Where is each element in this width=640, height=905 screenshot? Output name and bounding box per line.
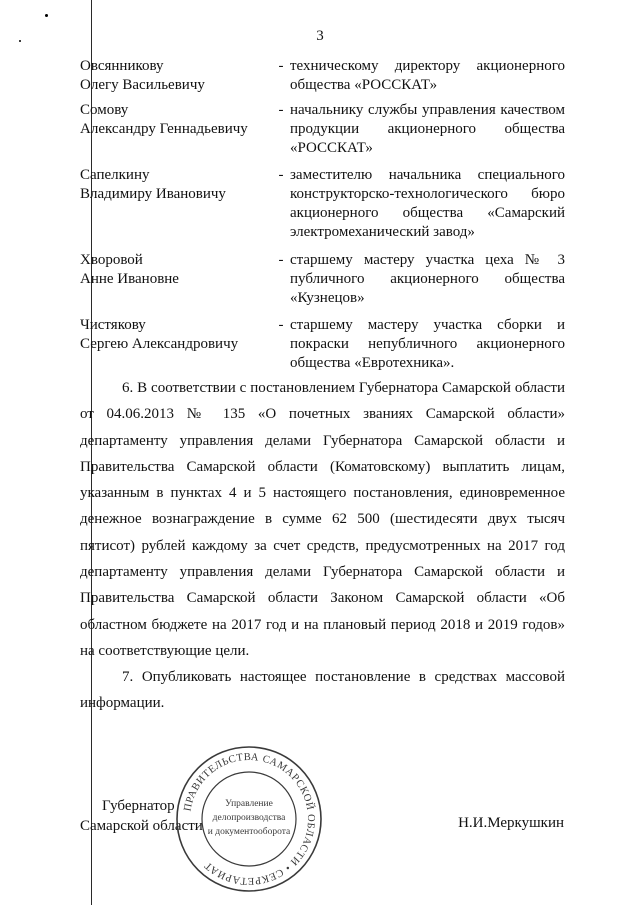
- entry-dash: -: [278, 167, 284, 183]
- recipient-name: Овсянникову Олегу Васильевичу: [80, 58, 205, 93]
- recipient-position: техническому директору акционерного общества «РОССКАТ»: [290, 58, 565, 93]
- svg-text:ПРАВИТЕЛЬСТВА САМАРСКОЙ ОБЛАСТ: ПРАВИТЕЛЬСТВА САМАРСКОЙ ОБЛАСТИ • СЕКРЕТАРИАТ: [182, 751, 317, 887]
- recipient-name: Сапелкину Владимиру Ивановичу: [80, 167, 226, 202]
- paragraph-7: 7. Опубликовать настоящее постановление в средствах массовой информации.: [80, 669, 565, 712]
- entry-dash: -: [278, 102, 284, 118]
- entry-dash: -: [278, 58, 284, 74]
- page-number: 3: [316, 28, 324, 44]
- svg-text:делопроизводства: делопроизводства: [212, 813, 286, 823]
- recipient-position: старшему мастеру участка цеха № 3 публичного акционерного общества «Кузнецов»: [290, 252, 565, 306]
- svg-text:Управление: Управление: [225, 799, 273, 809]
- official-stamp: [174, 744, 324, 894]
- entry-dash: -: [278, 252, 284, 268]
- scan-speck: [45, 14, 48, 17]
- recipient-name: Хворовой Анне Ивановне: [80, 252, 179, 287]
- signatory-title: Губернатор Самарской области: [80, 798, 203, 834]
- signatory-name: Н.И.Меркушкин: [458, 815, 564, 831]
- entry-dash: -: [278, 317, 284, 333]
- svg-text:и документооборота: и документооборота: [207, 827, 291, 837]
- recipient-name: Чистякову Сергею Александровичу: [80, 317, 239, 352]
- recipient-position: заместителю начальника специального конструкторско-технологического бюро акционерного общества «Самарский электромеханический завод»: [290, 167, 565, 240]
- paragraph-6: 6. В соответствии с постановлением Губернатора Самарской области от 04.06.2013 № 135 «О почетных званиях Самарской области» департаменту управления делами Губернатора Самарской области и Правительства Самарской области (Коматовскому) выплатить лицам, указанным в пунктах 4 и 5 настоящего постановления, единовременное денежное вознаграждение в сумме 62 500 (шестидесяти двух тысяч пятисот) рублей каждому за счет средств, предусмотренных на 2017 год департаменту управления делами Губернатора Самарской области и Правительства Самарской области Законом Самарской области «Об областном бюджете на 2017 год и на плановый период 2018 и 2019 годов» на соответствующие цели.: [80, 380, 565, 659]
- recipient-name: Сомову Александру Геннадьевичу: [80, 102, 248, 137]
- recipient-position: старшему мастеру участка сборки и покраски непубличного акционерного общества «Евротехника».: [290, 317, 565, 371]
- recipient-position: начальнику службы управления качеством продукции акционерного общества «РОССКАТ»: [290, 102, 565, 156]
